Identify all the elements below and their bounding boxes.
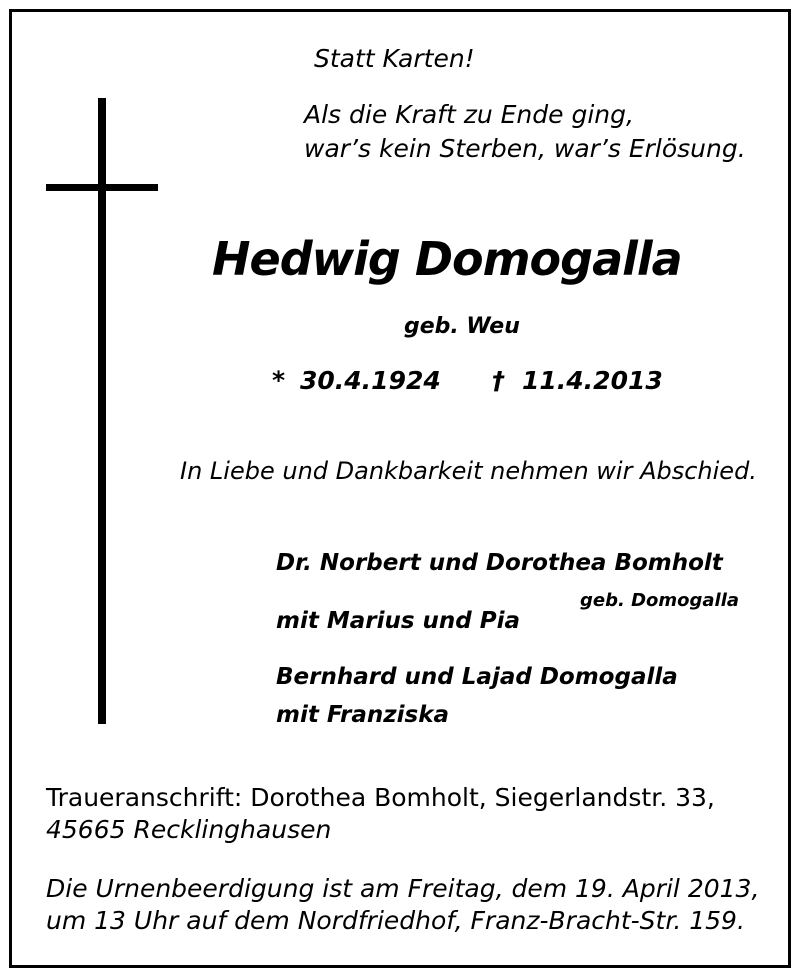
- address-line-2: 45665 Recklinghausen: [46, 815, 332, 844]
- family-group1-line2: mit Marius und Pia: [276, 608, 521, 634]
- cross-vertical-bar: [98, 98, 106, 724]
- farewell-text: In Liebe und Dankbarkeit nehmen wir Abschied.: [180, 457, 757, 485]
- family-group1-line1: Dr. Norbert und Dorothea Bomholt: [276, 550, 723, 576]
- family-group2-line1: Bernhard und Lajad Domogalla: [276, 664, 678, 690]
- family-group2-line2: mit Franziska: [276, 702, 450, 728]
- death-date: 11.4.2013: [522, 366, 663, 395]
- verse-line-1: Als die Kraft zu Ende ging,: [304, 100, 634, 129]
- death-cross-icon: †: [492, 366, 505, 395]
- verse-line-2: war’s kein Sterben, war’s Erlösung.: [304, 134, 746, 163]
- statt-karten-heading: Statt Karten!: [314, 44, 475, 73]
- deceased-name: Hedwig Domogalla: [212, 232, 682, 286]
- address-line-1: Traueranschrift: Dorothea Bomholt, Siegerlandstr. 33,: [46, 783, 715, 812]
- birth-star-icon: *: [272, 366, 286, 395]
- birth-date: 30.4.1924: [300, 366, 441, 395]
- funeral-line-2: um 13 Uhr auf dem Nordfriedhof, Franz-Bracht-Str. 159.: [46, 906, 745, 935]
- funeral-line-1: Die Urnenbeerdigung ist am Freitag, dem 19. April 2013,: [46, 874, 760, 903]
- birth-name: geb. Weu: [404, 314, 520, 339]
- cross-horizontal-bar: [46, 184, 158, 191]
- family-group1-birth-name: geb. Domogalla: [580, 590, 740, 611]
